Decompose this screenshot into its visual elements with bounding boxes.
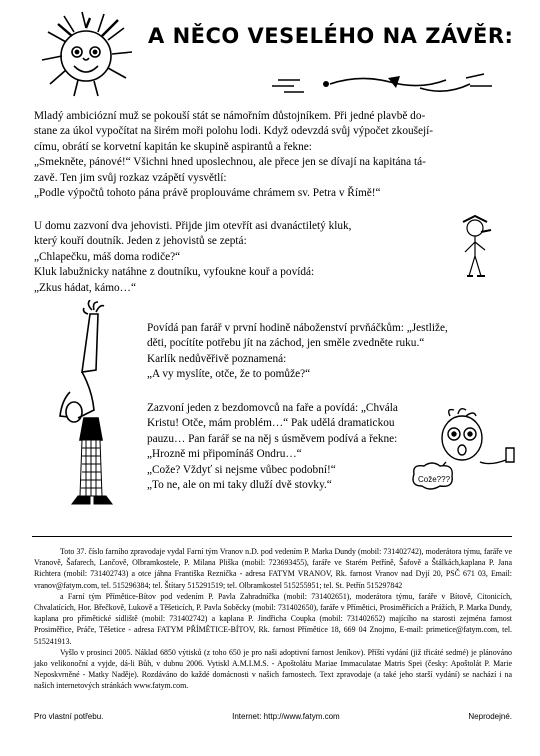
joke-line: „Hrozně mi připomínáš Ondru…“ [147,448,302,461]
joke-line: Zazvoní jeden z bezdomovců na faře a povídá: „Chvála [147,402,398,414]
joke-line: „Chlapečku, máš doma rodiče?“ [34,250,181,263]
divider [32,536,512,537]
joke-line: Kristu! Otče, mám problém…“ Pak udělá dramatickou [147,417,395,430]
joke-line: Povídá pan farář v první hodině náboženství prvňáčkům: „Jestliže, [147,322,448,334]
joke-homeless [147,401,412,493]
joke-line: Kluk labužnicky natáhne z doutníku, vyfoukne kouř a povídá: [34,266,315,279]
publisher-info [34,546,512,692]
thought-bubble-text: Cože??? [418,475,451,484]
joke-line: „Zkus hádat, kámo…“ [34,281,136,294]
footer-right: Neprodejné. [468,712,512,721]
publisher-paragraph: a Farní tým Přímětice-Bítov pod vedením P. Pavla Zahradníčka (mobil: 731402651), moderátora týmu, faráře v Bítově, Citonicích, Chvalatících, Hor. Břečkově, Lukově a Těšeticích, P. Pavla Soběcky (mobil: 731402650), faráře v Přímětici, Prosiměřicích a Prážích, P. Marka Dundy, kaplana pro přímětické sídliště (mobil: 731402742) a kaplana P. Jindřicha Coupka (mobil: 731402652) majícího na starosti zejména farnost Prosiměřice, Práče, Těšetice - adresa FATYM PŘÍMĚTICE-BÍTOV, Rk. farnost Přímětice 18, 669 04 Znojmo, E-mail: primetice@fatym.com, tel. 515241913. [34,591,512,646]
joke-line: „Cože? Vždyť si nejsme vůbec podobní!“ [147,463,336,476]
joke-navy-officer [34,109,512,201]
footer-website: Internet: http://www.fatym.com [232,712,340,721]
joke-line: který kouří doutník. Jeden z jehovistů se zeptá: [34,235,247,248]
joke-line: děti, pocítíte potřebu jít na záchod, jen směle zvedněte ruku.“ [147,337,425,350]
publisher-paragraph: Toto 37. číslo farního zpravodaje vydal Farní tým Vranov n.D. pod vedením P. Marka Dundy (mobil: 731402742), moderátora týmu, faráře ve Vranově, Šafarech, Lančově, Olbramkostele, P. Milana Pliška (mobil: 723693455), faráře ve Starém Petříně, Šafově a Štálkách,kaplana P. Jana Richtera (mobil: 731402743) a otce jáhna Františka Reznička - adresa FATYM VRANOV, Rk. farnost Vranov nad Dyjí 20, PSČ 671 03, Email: vranov@fatym.com, tel. 515296384; tel. Štítary 515291519; tel. Olbramkostel 515255951; tel. St. Petřín 515297842 [34,547,512,590]
sun-face-illustration [28,6,138,98]
joke-priest-toilet [147,321,497,383]
joke-line: zavě. Ten jim svůj rozkaz vzápětí vysvětlí: [34,171,227,184]
speed-lines-decoration [270,66,510,102]
boy-with-cigar-illustration [455,212,495,280]
joke-line: Mladý ambiciózní muž se pokouší stát se námořním důstojníkem. Při jedné plavbě do- [34,110,426,122]
joke-line: „To ne, ale on mi taky dluží dvě stovky.“ [147,479,332,492]
joke-line: stane za úkol vypočítat na širém moři polohu lodi. Když odevzdá svůj výpočet zkoušejí- [34,125,434,138]
footer [34,712,512,721]
joke-line: címu, obrátí se korvetní kapitán ke skupině aspirantů a řekne: [34,140,312,153]
joke-line: „A vy myslíte, otče, že to pomůže?“ [147,368,311,381]
joke-jehovists [34,219,434,296]
joke-line: „Podle výpočtů tohoto pána právě proplouváme chrámem sv. Petra v Římě!“ [34,187,381,200]
man-raising-hand-illustration [52,300,132,510]
joke-line: U domu zazvoní dva jehovisti. Přijde jim otevřít asi dvanáctiletý kluk, [34,220,352,232]
page-title: A NĚCO VESELÉHO NA ZÁVĚR: [148,24,514,48]
joke-line: „Smekněte, pánové!“ Všichni hned uposlechnou, ale přece jen se dívají na kapitána tá- [34,156,426,169]
footer-left: Pro vlastní potřebu. [34,712,104,721]
publisher-paragraph: Vyšlo v prosinci 2005. Náklad 6850 výtisků (z toho 650 je pro naši adoptivní farnost Jeníkov). Příští vydání (již třicáté sedmé) je plánováno jako velikonoční a vyjde, dá-li Bůh, v dubnu 2006. Vytiskl A.M.I.M.S. - Apoštolátu Mariae Immaculatae Matris Spei (česky: Apoštolát P. Marie Neposkvrněné - Matky Naděje). Rozdáváno do každé domácnosti v našich farnostech. Text zpravodaje (a také jeho starší vydání) se nachází i na našich internetových stránkách www.fatym.com. [34,647,512,691]
joke-line: pauzu… Pan farář se na něj s úsměvem podívá a řekne: [147,432,398,445]
joke-line: Karlík nedůvěřivě poznamená: [147,352,287,365]
